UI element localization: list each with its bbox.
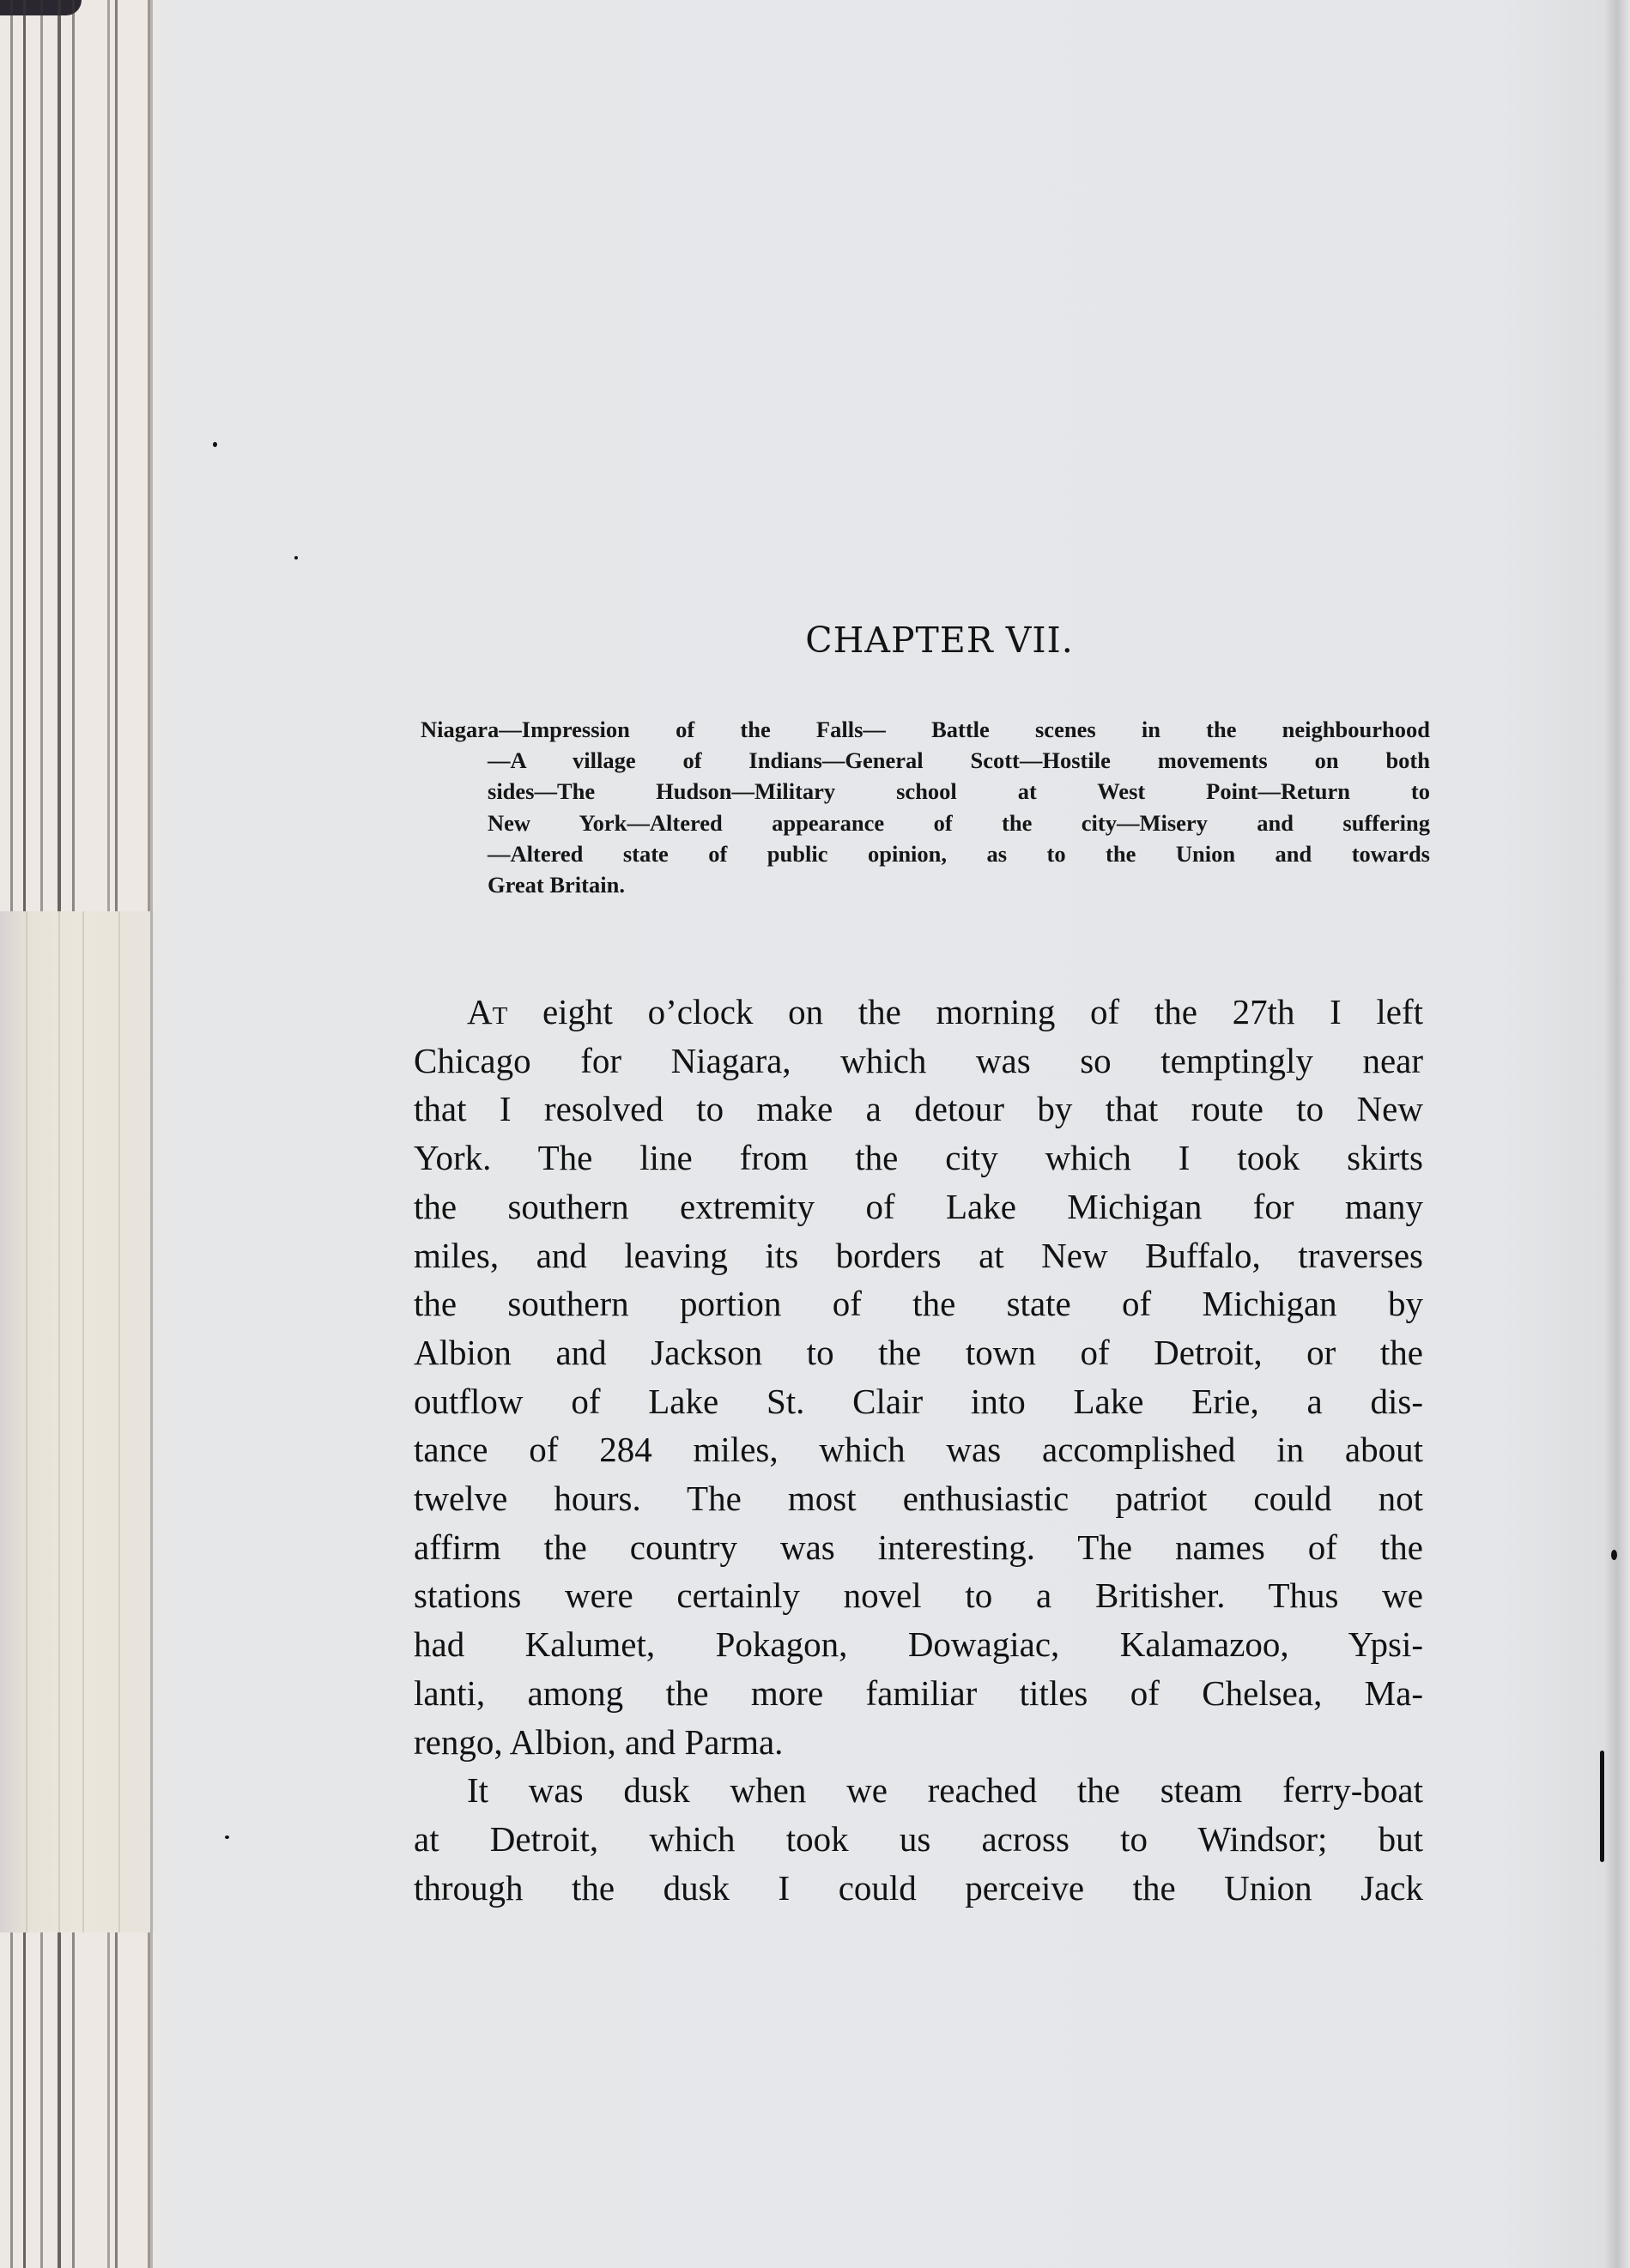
body-text bbox=[414, 988, 1423, 1912]
summary-line: Niagara—Impression of the Falls— Battle scenes in the neighbourhood bbox=[421, 717, 1430, 742]
chapter-summary bbox=[421, 714, 1430, 900]
chapter-heading: CHAPTER VII. bbox=[805, 620, 1074, 661]
paper-speck bbox=[294, 556, 298, 559]
paper-speck bbox=[1611, 1550, 1617, 1560]
page-edge-shadow bbox=[1600, 1751, 1604, 1862]
text-line: the southern portion of the state of Michigan by bbox=[414, 1284, 1423, 1324]
summary-line: Great Britain. bbox=[488, 872, 625, 898]
text-line: stations were certainly novel to a Britisher. Thus we bbox=[414, 1576, 1423, 1616]
text-line: rengo, Albion, and Parma. bbox=[414, 1721, 784, 1762]
summary-line: New York—Altered appearance of the city—Misery and suffering bbox=[488, 809, 1430, 836]
page-stack-light-band bbox=[0, 911, 155, 1932]
text-line: the southern extremity of Lake Michigan for many bbox=[414, 1186, 1423, 1226]
text-line: eight o’clock on the morning of the 27th I left bbox=[542, 992, 1424, 1031]
summary-line: sides—The Hudson—Military school at West Point—Return to bbox=[488, 778, 1430, 805]
text-line: Albion and Jackson to the town of Detroit, or the bbox=[414, 1332, 1423, 1372]
text-line: at Detroit, which took us across to Windsor; but bbox=[414, 1818, 1423, 1859]
text-line: It was dusk when we reached the steam ferry-boat bbox=[467, 1770, 1423, 1811]
summary-line: —A village of Indians—General Scott—Hostile movements on both bbox=[488, 747, 1430, 774]
text-line: affirm the country was interesting. The names of the bbox=[414, 1527, 1423, 1567]
text-line: had Kalumet, Pokagon, Dowagiac, Kalamazoo, Ypsi- bbox=[414, 1624, 1423, 1665]
page-right-edge bbox=[1604, 0, 1630, 2268]
paper-speck bbox=[213, 442, 217, 447]
text-line: tance of 284 miles, which was accomplished in about bbox=[414, 1430, 1423, 1470]
text-line: miles, and leaving its borders at New Buffalo, traverses bbox=[414, 1235, 1423, 1275]
text-line: twelve hours. The most enthusiastic patriot could not bbox=[414, 1479, 1423, 1519]
text-line: outflow of Lake St. Clair into Lake Erie, a dis- bbox=[414, 1381, 1423, 1421]
text-line: lanti, among the more familiar titles of Chelsea, Ma- bbox=[414, 1672, 1423, 1713]
paragraph-first-line bbox=[414, 988, 1423, 1037]
text-line: through the dusk I could perceive the Union Jack bbox=[414, 1867, 1423, 1908]
paper-speck bbox=[225, 1836, 229, 1839]
small-caps-opening: At bbox=[467, 992, 508, 1031]
text-line: York. The line from the city which I took skirts bbox=[414, 1138, 1423, 1178]
page-stack-edge bbox=[0, 0, 155, 2268]
text-line: that I resolved to make a detour by that route to New bbox=[414, 1089, 1423, 1129]
summary-line: —Altered state of public opinion, as to the Union and towards bbox=[488, 840, 1430, 867]
text-line: Chicago for Niagara, which was so temptingly near bbox=[414, 1040, 1423, 1080]
page-gutter-line bbox=[150, 0, 153, 2268]
